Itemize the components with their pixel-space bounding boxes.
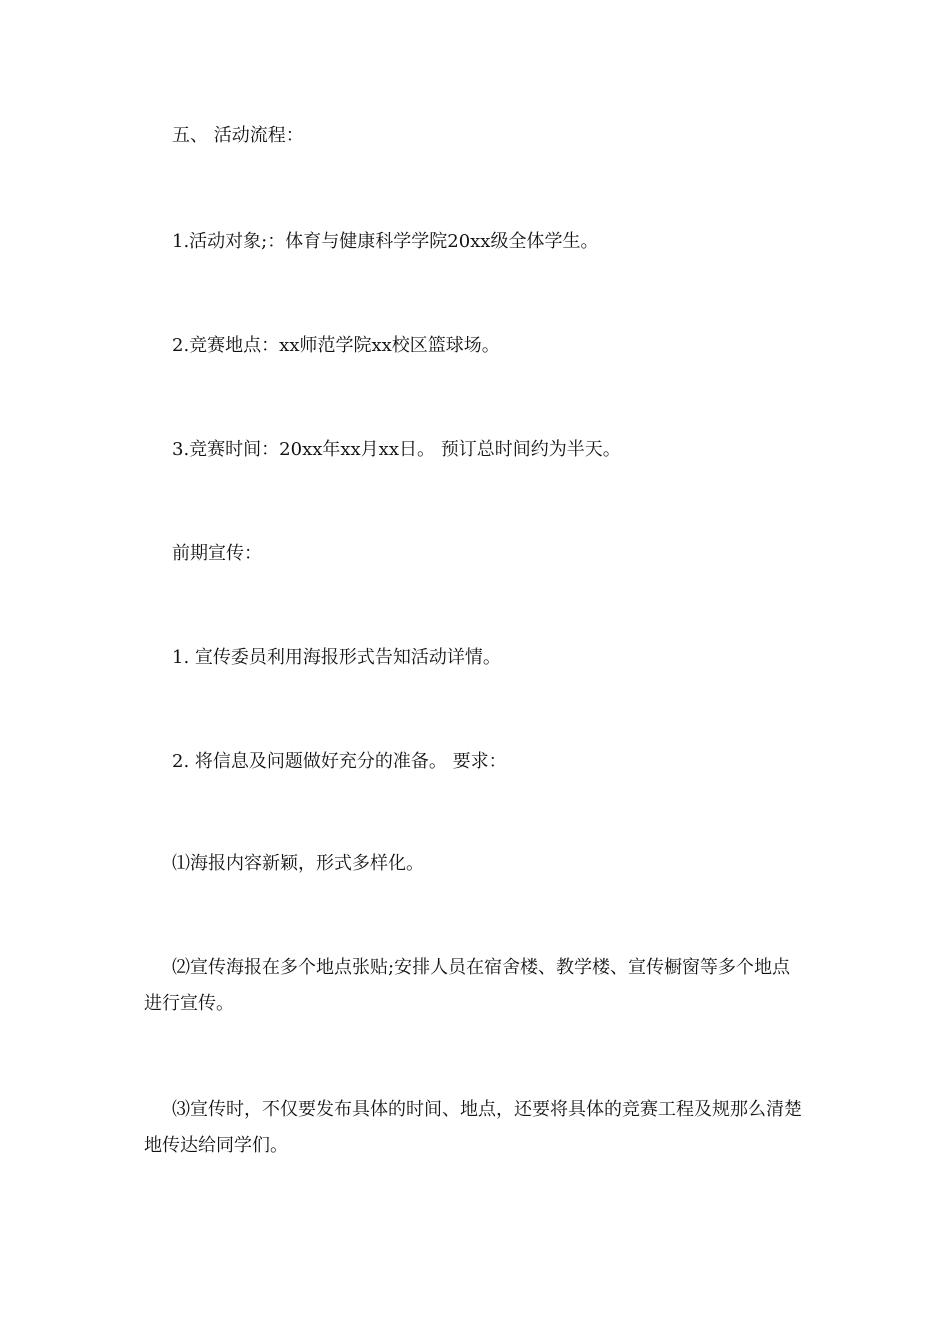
paragraph-activity-target: 1.活动对象;：体育与健康科学学院20xx级全体学生。 [172,231,599,252]
paragraph-requirement-2: ⑵宣传海报在多个地点张贴;安排人员在宿舍楼、教学楼、宣传橱窗等多个地点进行宣传。 [144,957,791,1014]
paragraph-requirement-3: ⑶宣传时，不仅要发布具体的时间、地点，还要将具体的竞赛工程及规那么清楚地传达给同学们。 [144,1099,802,1156]
paragraph-requirement-1: ⑴海报内容新颖，形式多样化。 [172,853,424,874]
paragraph-publicity-poster: 1. 宣传委员利用海报形式告知活动详情。 [172,647,501,668]
paragraph-competition-time: 3.竞赛时间：20xx年xx月xx日。 预订总时间约为半天。 [172,439,621,460]
paragraph-publicity-preparation: 2. 将信息及问题做好充分的准备。 要求： [172,751,507,772]
section-heading-publicity: 前期宣传： [172,543,262,564]
section-heading-activity-process: 五、 活动流程： [172,125,304,146]
paragraph-competition-venue: 2.竞赛地点：xx师范学院xx校区篮球场。 [172,335,500,356]
